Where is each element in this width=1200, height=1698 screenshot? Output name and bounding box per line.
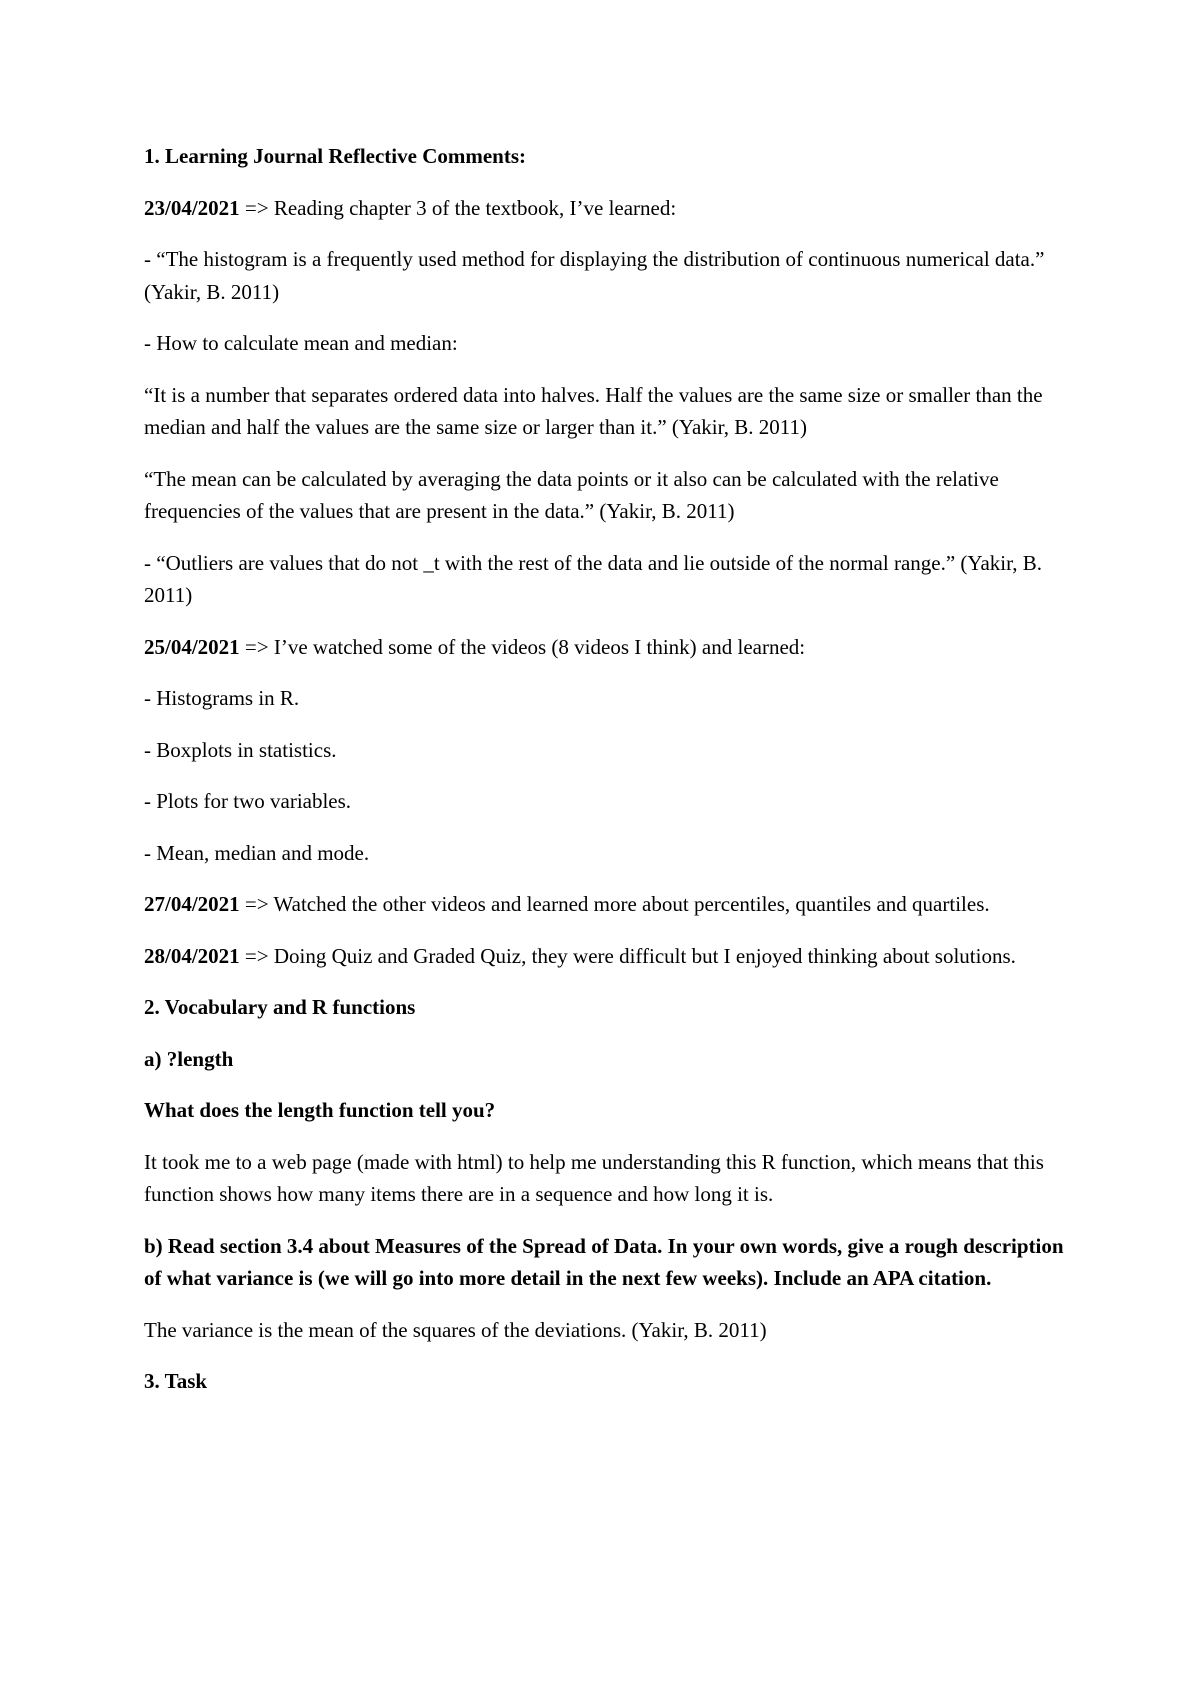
journal-entry-4 — [144, 940, 1074, 973]
entry-1-date: 23/04/2021 — [144, 195, 240, 220]
part-a-label: a) ?length — [144, 1046, 234, 1071]
part-a-answer: It took me to a web page (made with html) to help me understanding this R function, which means that this function shows how many items there are in a sequence and how long it is. — [144, 1149, 1044, 1206]
journal-entry-2 — [144, 631, 1074, 664]
part-b-question: b) Read section 3.4 about Measures of the Spread of Data. In your own words, give a rough description of what variance is (we will go into more detail in the next few weeks). Include an APA citation. — [144, 1233, 1064, 1290]
entry-3-date: 27/04/2021 — [144, 892, 240, 916]
section-3-heading: 3. Task — [144, 1369, 208, 1393]
list-item: - Boxplots in statistics. — [144, 737, 337, 762]
section-1-heading: 1. Learning Journal Reflective Comments: — [144, 144, 527, 168]
journal-entry-3 — [144, 888, 1074, 921]
part-a-question: What does the length function tell you? — [144, 1098, 496, 1122]
section-2-heading: 2. Vocabulary and R functions — [144, 995, 416, 1019]
quote-mean: “The mean can be calculated by averaging the data points or it also can be calculated with the relative frequencies of the values that are present in the data.” (Yakir, B. 2011) — [144, 466, 999, 523]
journal-entry-1 — [144, 192, 1074, 225]
list-item: - Mean, median and mode. — [144, 840, 370, 865]
entry-4-text: => Doing Quiz and Graded Quiz, they were difficult but I enjoyed thinking about solutions. — [239, 943, 1016, 968]
entry-2-date: 25/04/2021 — [144, 634, 240, 659]
entry-1-text: => Reading chapter 3 of the textbook, I’ve learned: — [239, 195, 677, 220]
list-item: - Plots for two variables. — [144, 789, 352, 813]
quote-median: “It is a number that separates ordered data into halves. Half the values are the same size or smaller than the median and half the values are the same size or larger than it.” (Yakir, B. 2011) — [144, 382, 1043, 439]
part-b-answer: The variance is the mean of the squares of the deviations. (Yakir, B. 2011) — [144, 1317, 767, 1342]
quote-histogram: - “The histogram is a frequently used method for displaying the distribution of continuous numerical data.” (Yakir, B. 2011) — [144, 247, 1045, 304]
how-to-mean-median: - How to calculate mean and median: — [144, 331, 458, 355]
quote-outliers: - “Outliers are values that do not _t with the rest of the data and lie outside of the normal range.” (Yakir, B. 2011) — [144, 550, 1043, 607]
document-page — [144, 140, 1074, 1417]
entry-2-text: => I’ve watched some of the videos (8 videos I think) and learned: — [239, 634, 806, 659]
entry-4-date: 28/04/2021 — [144, 943, 240, 968]
list-item: - Histograms in R. — [144, 686, 300, 710]
entry-3-text: => Watched the other videos and learned more about percentiles, quantiles and quartiles. — [239, 892, 990, 916]
